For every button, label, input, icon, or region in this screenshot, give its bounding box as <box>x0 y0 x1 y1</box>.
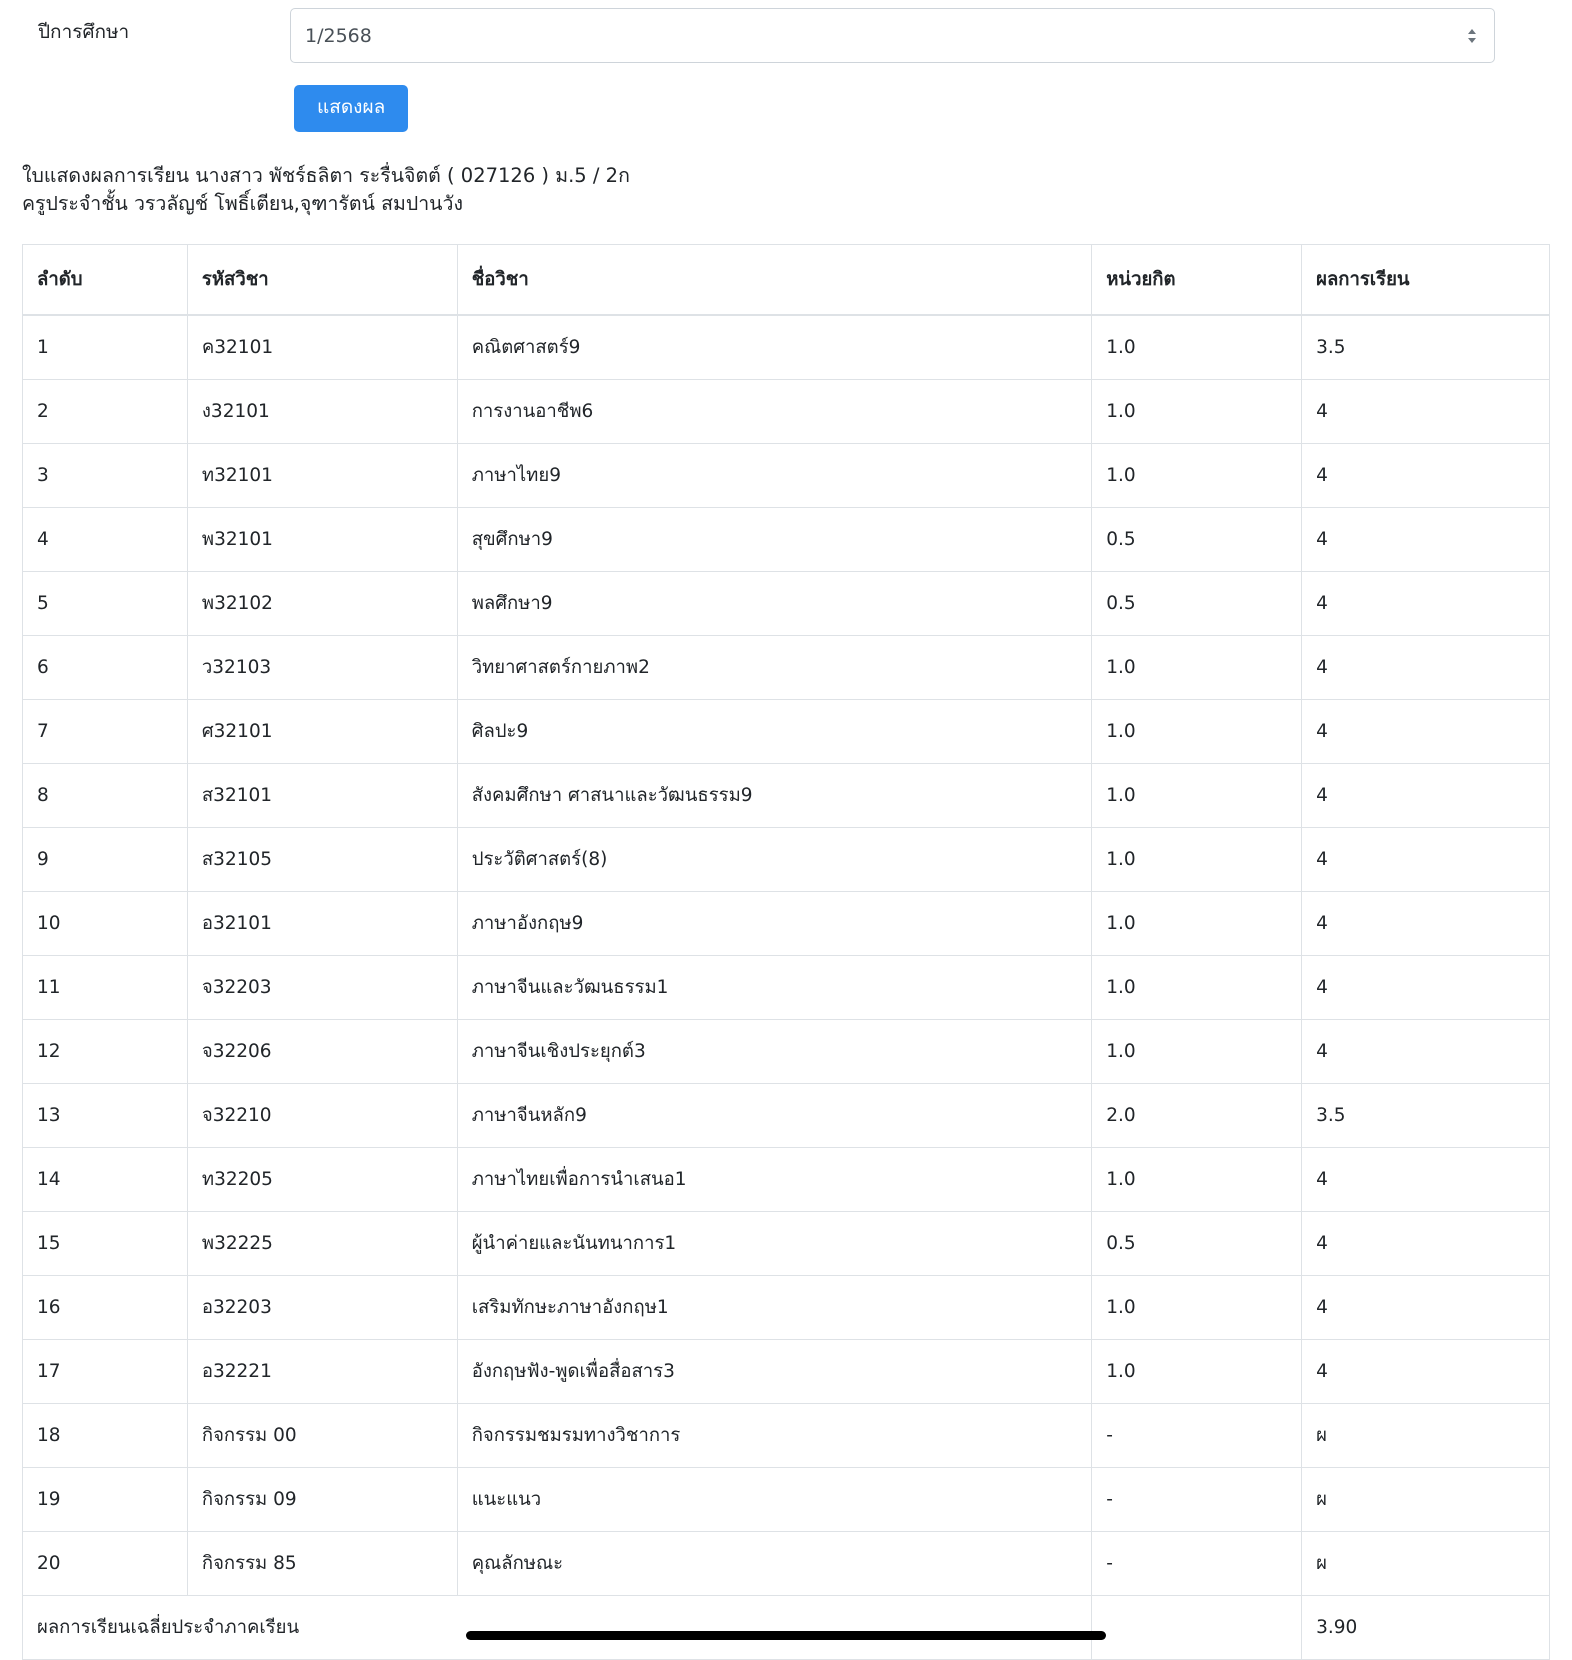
row-unit: 1.0 <box>1092 636 1302 700</box>
table-row <box>23 636 1550 700</box>
table-row <box>23 1340 1550 1404</box>
table-row <box>23 764 1550 828</box>
row-unit: 1.0 <box>1092 1340 1302 1404</box>
row-grade: 3.5 <box>1302 315 1550 380</box>
row-code: ง32101 <box>187 380 457 444</box>
row-no: 18 <box>23 1404 188 1468</box>
row-unit: 0.5 <box>1092 572 1302 636</box>
row-unit: 1.0 <box>1092 764 1302 828</box>
row-grade: ผ <box>1302 1468 1550 1532</box>
row-code: จ32203 <box>187 956 457 1020</box>
row-grade: 4 <box>1302 1212 1550 1276</box>
table-row <box>23 1532 1550 1596</box>
row-code: อ32101 <box>187 892 457 956</box>
row-no: 13 <box>23 1084 188 1148</box>
row-name: อังกฤษฟัง-พูดเพื่อสื่อสาร3 <box>457 1340 1092 1404</box>
row-no: 9 <box>23 828 188 892</box>
row-name: คุณลักษณะ <box>457 1532 1092 1596</box>
row-grade: ผ <box>1302 1532 1550 1596</box>
report-header <box>0 132 1572 219</box>
header-name: ชื่อวิชา <box>457 245 1092 316</box>
show-result-button[interactable]: แสดงผล <box>294 85 408 132</box>
grade-table-wrapper <box>0 218 1572 1660</box>
table-row <box>23 1276 1550 1340</box>
table-row <box>23 828 1550 892</box>
row-grade: 4 <box>1302 1020 1550 1084</box>
row-unit: 1.0 <box>1092 1276 1302 1340</box>
row-code: ค32101 <box>187 315 457 380</box>
summary-unit <box>1092 1596 1302 1660</box>
row-name: ภาษาจีนเชิงประยุกต์3 <box>457 1020 1092 1084</box>
table-row <box>23 700 1550 764</box>
row-name: วิทยาศาสตร์กายภาพ2 <box>457 636 1092 700</box>
row-code: ส32101 <box>187 764 457 828</box>
row-unit: 0.5 <box>1092 1212 1302 1276</box>
row-no: 17 <box>23 1340 188 1404</box>
row-no: 20 <box>23 1532 188 1596</box>
row-no: 11 <box>23 956 188 1020</box>
row-name: สังคมศึกษา ศาสนาและวัฒนธรรม9 <box>457 764 1092 828</box>
row-no: 12 <box>23 1020 188 1084</box>
row-code: อ32203 <box>187 1276 457 1340</box>
row-unit: - <box>1092 1468 1302 1532</box>
row-grade: 4 <box>1302 892 1550 956</box>
row-grade: 4 <box>1302 636 1550 700</box>
row-grade: 4 <box>1302 508 1550 572</box>
row-code: ท32205 <box>187 1148 457 1212</box>
table-row <box>23 508 1550 572</box>
row-no: 7 <box>23 700 188 764</box>
row-grade: 4 <box>1302 380 1550 444</box>
row-name: ผู้นำค่ายและนันทนาการ1 <box>457 1212 1092 1276</box>
row-code: กิจกรรม 09 <box>187 1468 457 1532</box>
table-row <box>23 315 1550 380</box>
row-unit: 1.0 <box>1092 700 1302 764</box>
header-no: ลำดับ <box>23 245 188 316</box>
table-row <box>23 1084 1550 1148</box>
row-no: 5 <box>23 572 188 636</box>
header-grade: ผลการเรียน <box>1302 245 1550 316</box>
row-grade: 4 <box>1302 572 1550 636</box>
year-label: ปีการศึกษา <box>38 21 130 43</box>
header-unit: หน่วยกิต <box>1092 245 1302 316</box>
row-code: ว32103 <box>187 636 457 700</box>
row-code: ศ32101 <box>187 700 457 764</box>
row-no: 10 <box>23 892 188 956</box>
table-row <box>23 380 1550 444</box>
row-name: ภาษาไทยเพื่อการนำเสนอ1 <box>457 1148 1092 1212</box>
row-grade: 4 <box>1302 1148 1550 1212</box>
row-name: การงานอาชีพ6 <box>457 380 1092 444</box>
row-no: 8 <box>23 764 188 828</box>
row-code: กิจกรรม 00 <box>187 1404 457 1468</box>
row-code: ท32101 <box>187 444 457 508</box>
table-header-row <box>23 245 1550 316</box>
row-grade: 4 <box>1302 1276 1550 1340</box>
row-unit: 1.0 <box>1092 1020 1302 1084</box>
row-code: พ32225 <box>187 1212 457 1276</box>
row-name: ภาษาอังกฤษ9 <box>457 892 1092 956</box>
table-row <box>23 1020 1550 1084</box>
row-no: 2 <box>23 380 188 444</box>
row-name: คณิตศาสตร์9 <box>457 315 1092 380</box>
summary-row <box>23 1596 1550 1660</box>
row-no: 15 <box>23 1212 188 1276</box>
row-code: อ32221 <box>187 1340 457 1404</box>
table-row <box>23 892 1550 956</box>
row-no: 1 <box>23 315 188 380</box>
home-indicator <box>466 1631 1106 1640</box>
row-grade: 4 <box>1302 956 1550 1020</box>
row-grade: ผ <box>1302 1404 1550 1468</box>
submit-row <box>0 63 1572 132</box>
row-name: กิจกรรมชมรมทางวิชาการ <box>457 1404 1092 1468</box>
row-no: 3 <box>23 444 188 508</box>
table-row <box>23 1212 1550 1276</box>
row-name: พลศึกษา9 <box>457 572 1092 636</box>
summary-gpa: 3.90 <box>1302 1596 1550 1660</box>
row-unit: 1.0 <box>1092 444 1302 508</box>
row-name: ภาษาจีนหลัก9 <box>457 1084 1092 1148</box>
row-grade: 4 <box>1302 828 1550 892</box>
year-form-row <box>0 0 1572 63</box>
row-name: ศิลปะ9 <box>457 700 1092 764</box>
row-no: 6 <box>23 636 188 700</box>
row-unit: 2.0 <box>1092 1084 1302 1148</box>
row-code: ส32105 <box>187 828 457 892</box>
row-grade: 4 <box>1302 444 1550 508</box>
row-no: 14 <box>23 1148 188 1212</box>
table-body <box>23 315 1550 1660</box>
row-unit: 0.5 <box>1092 508 1302 572</box>
summary-label: ผลการเรียนเฉลี่ยประจำภาคเรียน <box>23 1596 1092 1660</box>
row-unit: 1.0 <box>1092 315 1302 380</box>
row-code: จ32210 <box>187 1084 457 1148</box>
row-no: 4 <box>23 508 188 572</box>
homeroom-teacher-line: ครูประจำชั้น วรวลัญช์ โพธิ์เตียน,จุฑารัตน์ สมปานวัง <box>22 192 463 216</box>
row-name: เสริมทักษะภาษาอังกฤษ1 <box>457 1276 1092 1340</box>
year-select[interactable] <box>290 8 1495 63</box>
row-name: ภาษาจีนและวัฒนธรรม1 <box>457 956 1092 1020</box>
row-unit: - <box>1092 1532 1302 1596</box>
header-code: รหัสวิชา <box>187 245 457 316</box>
student-info-line: ใบแสดงผลการเรียน นางสาว พัชร์ธลิตา ระรื่นจิตต์ ( 027126 ) ม.5 / 2ก <box>22 163 630 187</box>
row-code: พ32102 <box>187 572 457 636</box>
row-name: ภาษาไทย9 <box>457 444 1092 508</box>
table-row <box>23 1468 1550 1532</box>
row-grade: 4 <box>1302 764 1550 828</box>
row-grade: 3.5 <box>1302 1084 1550 1148</box>
table-row <box>23 1404 1550 1468</box>
row-no: 19 <box>23 1468 188 1532</box>
row-unit: 1.0 <box>1092 1148 1302 1212</box>
row-unit: 1.0 <box>1092 956 1302 1020</box>
row-no: 16 <box>23 1276 188 1340</box>
row-name: สุขศึกษา9 <box>457 508 1092 572</box>
table-head <box>23 245 1550 316</box>
row-grade: 4 <box>1302 1340 1550 1404</box>
row-code: จ32206 <box>187 1020 457 1084</box>
table-row <box>23 572 1550 636</box>
row-grade: 4 <box>1302 700 1550 764</box>
row-unit: 1.0 <box>1092 892 1302 956</box>
row-name: ประวัติศาสตร์(8) <box>457 828 1092 892</box>
row-code: กิจกรรม 85 <box>187 1532 457 1596</box>
row-name: แนะแนว <box>457 1468 1092 1532</box>
year-select-wrapper[interactable] <box>290 8 1495 63</box>
row-code: พ32101 <box>187 508 457 572</box>
table-row <box>23 956 1550 1020</box>
row-unit: 1.0 <box>1092 380 1302 444</box>
table-row <box>23 444 1550 508</box>
row-unit: 1.0 <box>1092 828 1302 892</box>
table-row <box>23 1148 1550 1212</box>
grade-table <box>22 244 1550 1660</box>
row-unit: - <box>1092 1404 1302 1468</box>
